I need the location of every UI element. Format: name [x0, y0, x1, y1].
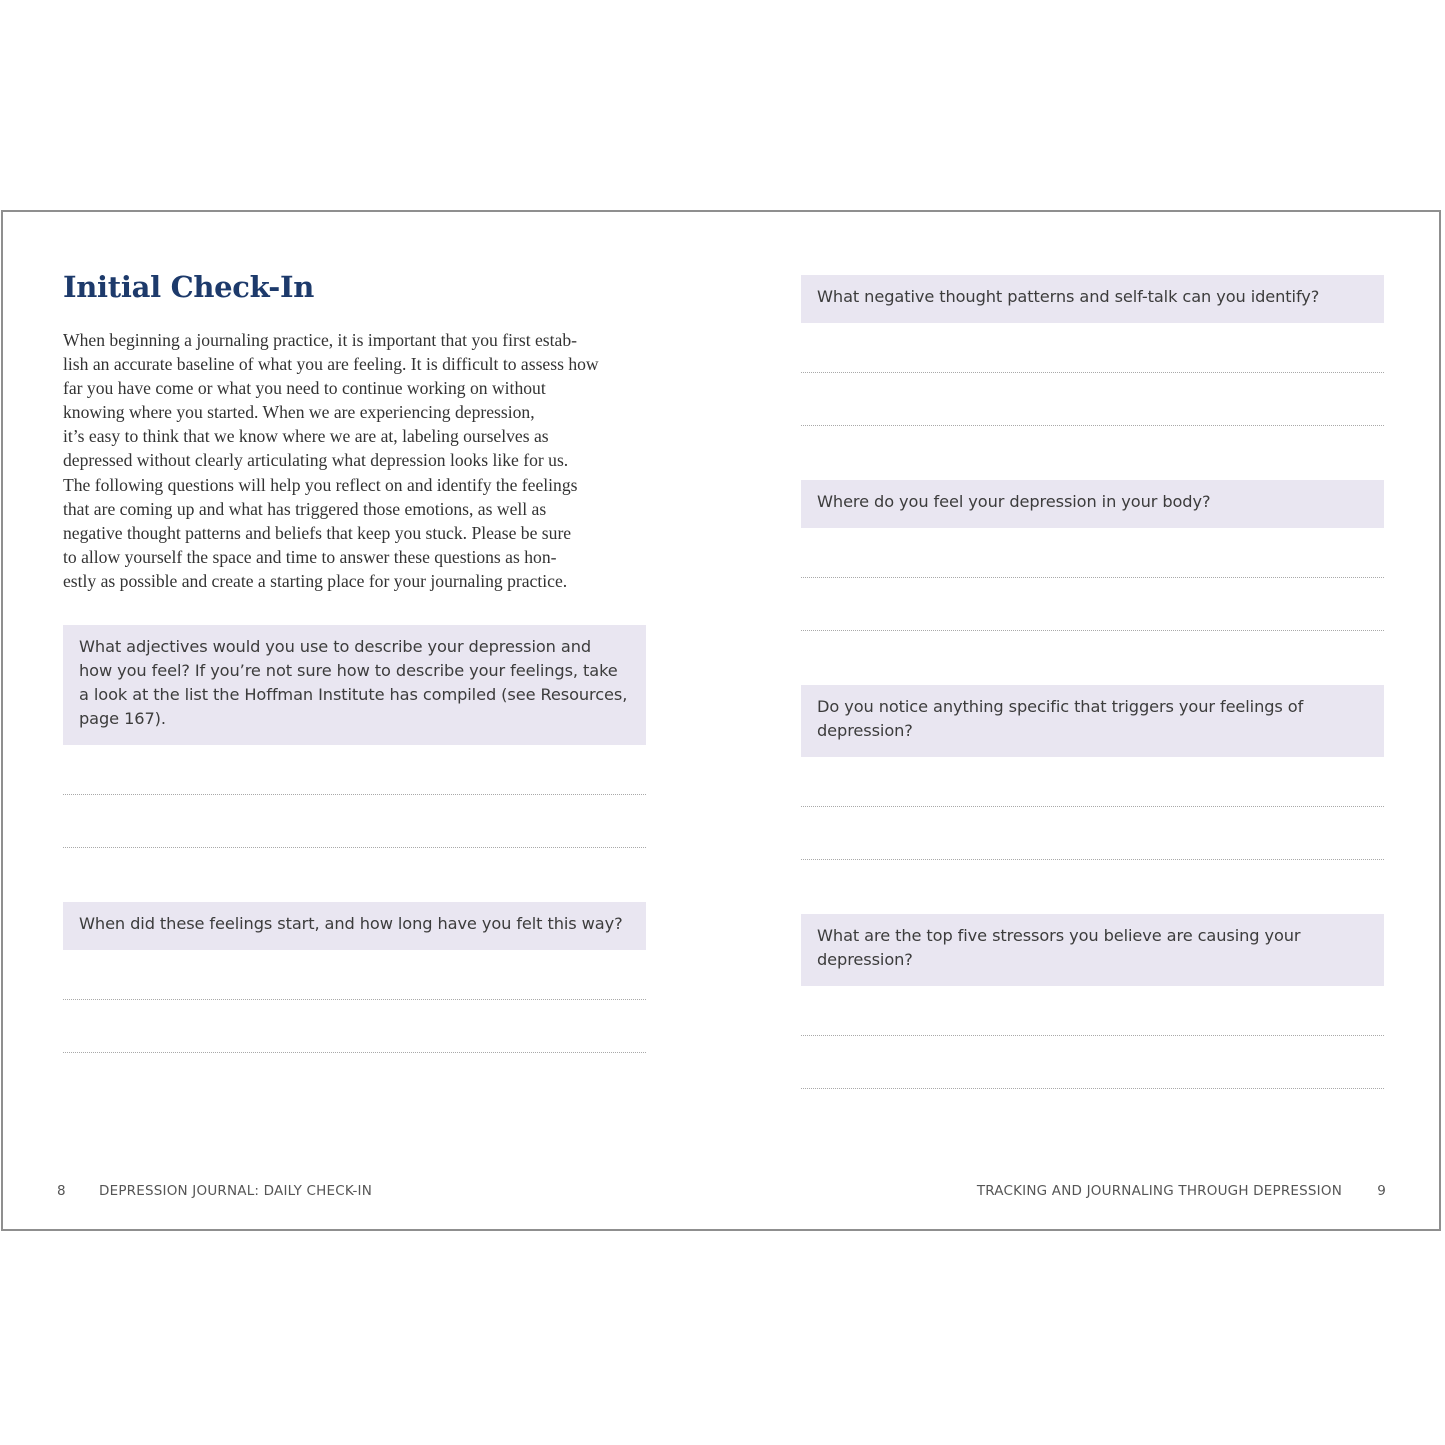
question-line: depression?: [817, 721, 913, 740]
question-box-negative-thoughts: [801, 275, 1384, 323]
question-box-stressors: [801, 914, 1384, 986]
question-line: What are the top five stressors you believe are causing your: [817, 926, 1301, 945]
intro-line: estly as possible and create a starting place for your journaling practice.: [63, 570, 568, 591]
intro-line: negative thought patterns and beliefs that keep you stuck. Please be sure: [63, 522, 572, 543]
intro-line: it’s easy to think that we know where we are at, labeling ourselves as: [63, 426, 549, 447]
answer-line: [801, 859, 1384, 860]
question-line: Where do you feel your depression in your body?: [817, 492, 1211, 511]
question-line: page 167).: [79, 709, 166, 728]
intro-paragraph: [63, 328, 639, 593]
intro-line: to allow yourself the space and time to answer these questions as hon-: [63, 546, 557, 567]
intro-line: The following questions will help you reflect on and identify the feelings: [63, 474, 578, 495]
answer-line: [63, 1052, 646, 1053]
page-number-right: 9: [1377, 1183, 1386, 1199]
answer-line: [63, 794, 646, 795]
question-box-feelings-start: [63, 902, 646, 950]
question-line: What negative thought patterns and self-talk can you identify?: [817, 287, 1320, 306]
answer-line: [801, 372, 1384, 373]
intro-line: knowing where you started. When we are experiencing depression,: [63, 402, 535, 423]
question-box-body: [801, 480, 1384, 528]
answer-line: [63, 847, 646, 848]
question-box-triggers: [801, 685, 1384, 757]
book-spread: [1, 210, 1441, 1231]
answer-line: [63, 999, 646, 1000]
question-line: What adjectives would you use to describe your depression and: [79, 637, 592, 656]
answer-line: [801, 806, 1384, 807]
answer-line: [801, 1035, 1384, 1036]
question-line: how you feel? If you’re not sure how to describe your feelings, take: [79, 661, 618, 680]
answer-line: [801, 1088, 1384, 1089]
intro-line: lish an accurate baseline of what you are feeling. It is difficult to assess how: [63, 354, 599, 375]
question-line: depression?: [817, 950, 913, 969]
intro-line: depressed without clearly articulating what depression looks like for us.: [63, 450, 569, 471]
question-line: a look at the list the Hoffman Institute has compiled (see Resources,: [79, 685, 628, 704]
page-number-left: 8: [57, 1183, 66, 1199]
intro-line: far you have come or what you need to continue working on without: [63, 378, 546, 399]
intro-line: When beginning a journaling practice, it is important that you first estab-: [63, 330, 577, 350]
page-title: Initial Check-In: [63, 270, 315, 304]
answer-line: [801, 577, 1384, 578]
question-box-adjectives: [63, 625, 646, 745]
question-line: Do you notice anything specific that triggers your feelings of: [817, 697, 1304, 716]
answer-line: [801, 425, 1384, 426]
running-head-right: TRACKING AND JOURNALING THROUGH DEPRESSION: [976, 1183, 1342, 1199]
answer-line: [801, 630, 1384, 631]
question-line: When did these feelings start, and how long have you felt this way?: [79, 914, 623, 933]
intro-line: that are coming up and what has triggered those emotions, as well as: [63, 498, 547, 519]
running-head-left: DEPRESSION JOURNAL: DAILY CHECK-IN: [99, 1183, 373, 1199]
